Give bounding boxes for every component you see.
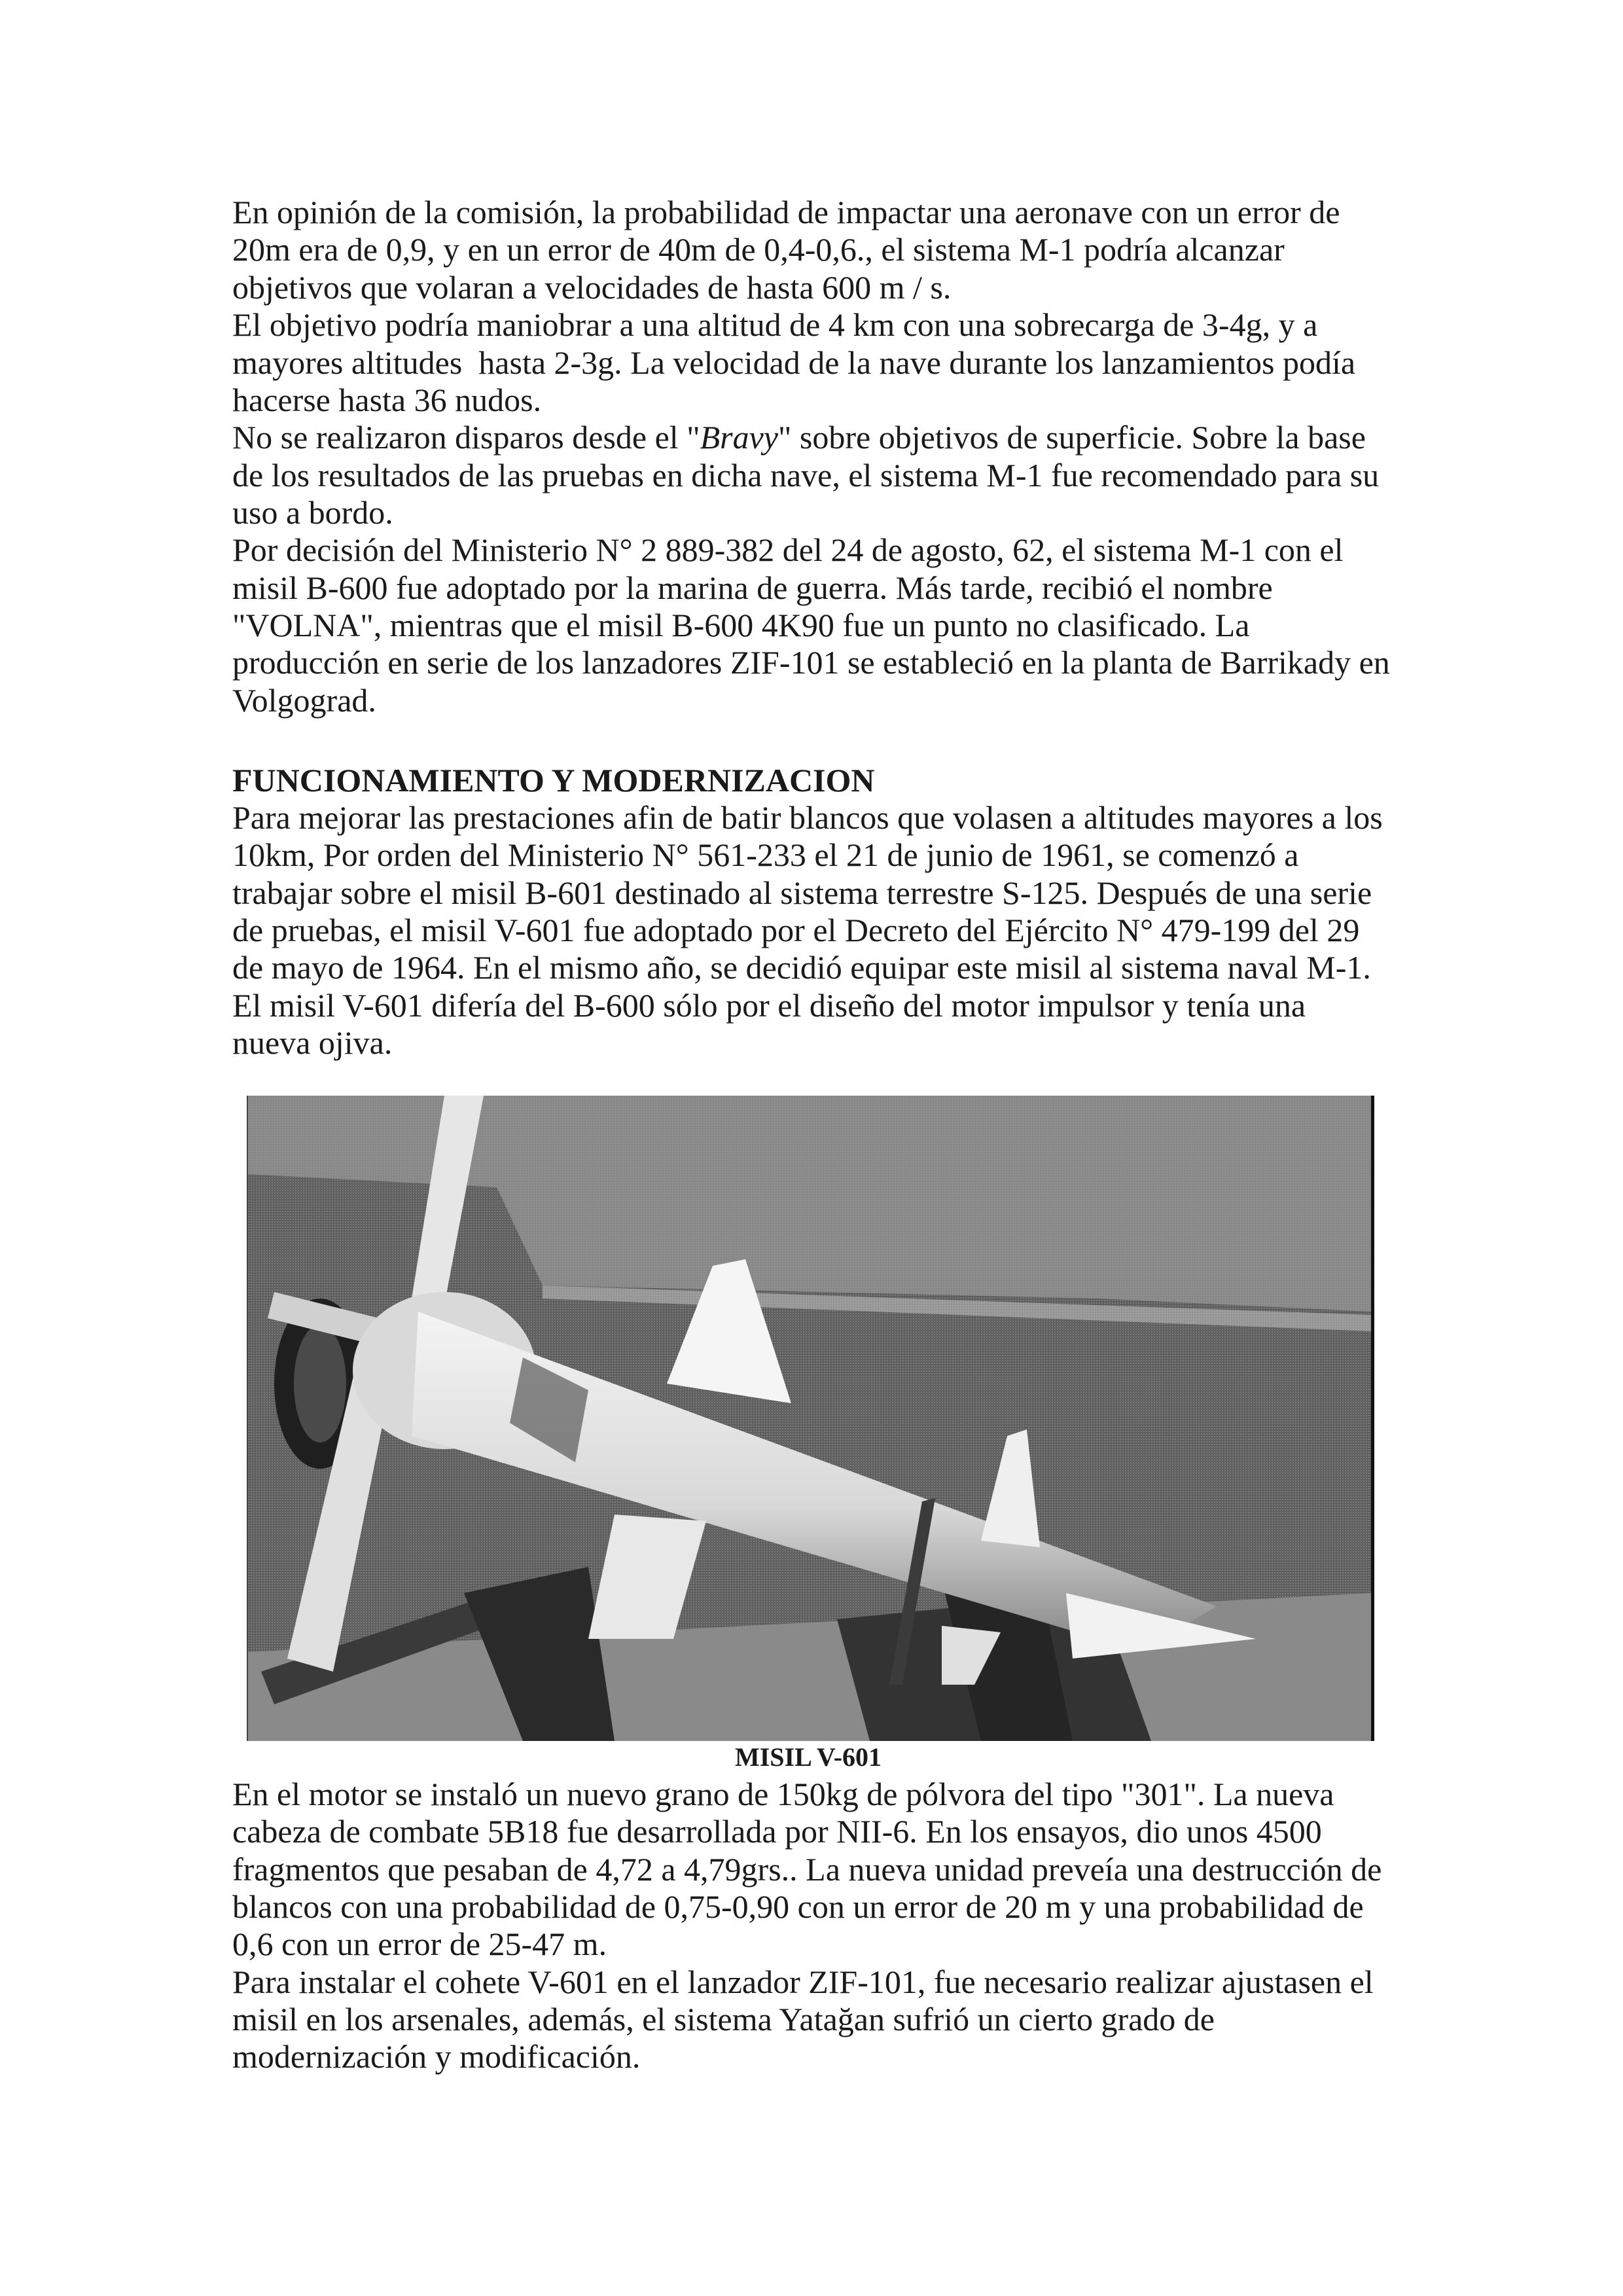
text-line: cabeza de combate 5B18 fue desarrollada por NII-6. En los ensayos, dio unos 4500	[232, 1813, 1322, 1850]
text-line: El objetivo podría maniobrar a una altitud de 4 km con una sobrecarga de 3-4g, y a	[232, 306, 1318, 343]
text-line: Para instalar el cohete V-601 en el lanzador ZIF-101, fue necesario realizar ajustasen el	[232, 1964, 1374, 2000]
text-line: nueva ojiva.	[232, 1024, 393, 1061]
text-line: En opinión de la comisión, la probabilidad de impactar una aeronave con un error de	[232, 194, 1340, 230]
text-line	[232, 419, 1366, 456]
text-segment: " sobre objetivos de superficie. Sobre la base	[778, 419, 1366, 456]
text-line: Por decisión del Ministerio N° 2 889-382 del 24 de agosto, 62, el sistema M-1 con el	[232, 531, 1344, 568]
text-line: blancos con una probabilidad de 0,75-0,90 con un error de 20 m y una probabilidad de	[232, 1888, 1364, 1925]
text-line: misil en los arsenales, además, el sistema Yatağan sufrió un cierto grado de	[232, 2001, 1215, 2037]
text-line: El misil V-601 difería del B-600 sólo por el diseño del motor impulsor y tenía una	[232, 987, 1306, 1024]
text-line: 10km, Por orden del Ministerio N° 561-233 el 21 de junio de 1961, se comenzó a	[232, 836, 1299, 873]
ship-name-bravy: Bravy	[700, 419, 778, 456]
text-line: de pruebas, el misil V-601 fue adoptado por el Decreto del Ejército N° 479-199 del 29	[232, 912, 1360, 948]
missile-photo	[247, 1096, 1374, 1741]
section-heading: FUNCIONAMIENTO Y MODERNIZACION	[232, 762, 875, 798]
text-line: 20m era de 0,9, y en un error de 40m de 0,4-0,6., el sistema M-1 podría alcanzar	[232, 231, 1285, 268]
text-line: 0,6 con un error de 25-47 m.	[232, 1926, 607, 1962]
text-line: hacerse hasta 36 nudos.	[232, 382, 542, 418]
text-line: "VOLNA", mientras que el misil B-600 4K90 fue un punto no clasificado. La	[232, 607, 1250, 643]
text-line: En el motor se instaló un nuevo grano de 150kg de pólvora del tipo "301". La nueva	[232, 1776, 1334, 1812]
text-line: Para mejorar las prestaciones afin de batir blancos que volasen a altitudes mayores a los	[232, 799, 1383, 836]
text-line: de mayo de 1964. En el mismo año, se decidió equipar este misil al sistema naval M-1.	[232, 949, 1371, 986]
missile-illustration	[248, 1096, 1371, 1741]
text-line: mayores altitudes hasta 2-3g. La velocidad de la nave durante los lanzamientos podía	[232, 344, 1356, 381]
text-line: modernización y modificación.	[232, 2038, 641, 2075]
text-line: producción en serie de los lanzadores ZIF-101 se estableció en la planta de Barrikady en	[232, 644, 1390, 681]
figure-caption: MISIL V-601	[734, 1742, 882, 1772]
text-line: misil B-600 fue adoptado por la marina de guerra. Más tarde, recibió el nombre	[232, 569, 1273, 606]
text-line: trabajar sobre el misil B-601 destinado al sistema terrestre S-125. Después de una serie	[232, 874, 1372, 911]
text-line: de los resultados de las pruebas en dicha nave, el sistema M-1 fue recomendado para su	[232, 457, 1380, 493]
text-line: uso a bordo.	[232, 494, 393, 531]
text-segment: No se realizaron disparos desde el "	[232, 419, 700, 456]
text-line: Volgograd.	[232, 682, 376, 719]
text-line: fragmentos que pesaban de 4,72 a 4,79grs.. La nueva unidad preveía una destrucción de	[232, 1851, 1382, 1888]
text-line: objetivos que volaran a velocidades de hasta 600 m / s.	[232, 269, 952, 306]
